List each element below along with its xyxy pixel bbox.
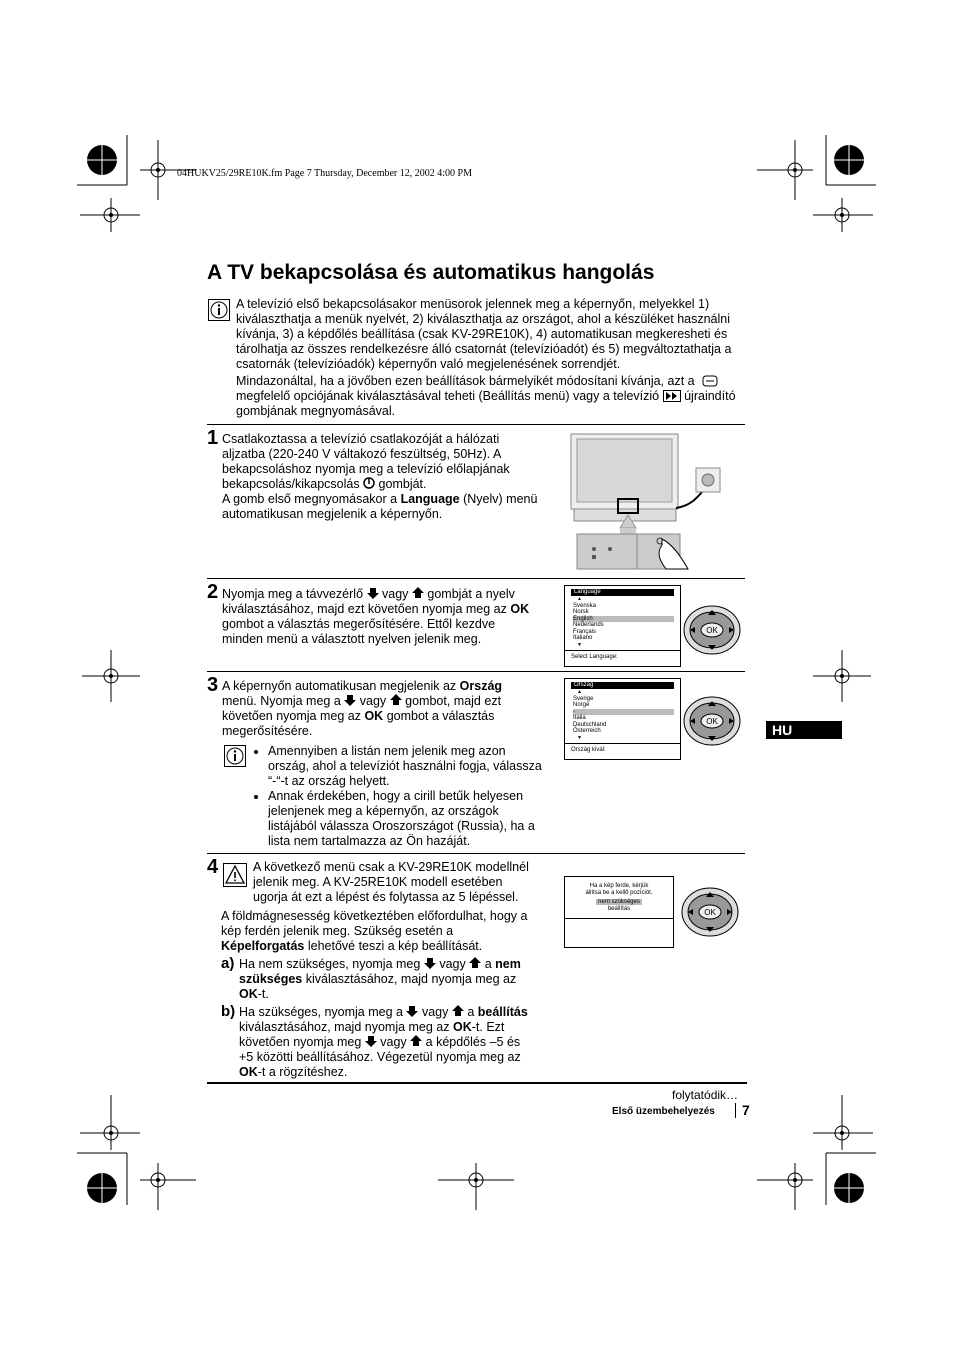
menu-text: állítsa be a kellő pozíciót.: [585, 889, 653, 896]
menu-item-selected[interactable]: -: [573, 709, 674, 716]
ok-label: OK: [706, 626, 718, 635]
tv-illustration: [570, 433, 750, 573]
ok-label: OK: [704, 908, 716, 917]
remote-control-icon: [682, 604, 742, 656]
intro-paragraph-2: Mindazonáltal, ha a jövőben ezen beállítások bármelyikét módosítani kívánja, azt a megfelelő opciójának kiválasztásával teheti (Beállítás menü) vagy a televízió újraindító gombjának megnyomásával.: [236, 374, 736, 418]
menu-footer: Select Language:: [565, 650, 680, 664]
country-menu: Ország ▲ Sverige Norge - Italia Deutschland Österreich ▼ Ország kivál:: [564, 678, 681, 760]
info-icon: [208, 299, 230, 321]
menu-item[interactable]: Österreich: [573, 728, 601, 734]
remote-control-icon: [680, 886, 740, 938]
step4-b-text: Ha szükséges, nyomja meg a vagy a beállítás kiválasztásához, majd nyomja meg az OK-t. Ezt követően nyomja meg vagy a képdőlés –5 és +5 közötti beállításához. Végezetül nyomja meg az OK-t a rögzítéshez.: [239, 1005, 528, 1079]
page-title: A TV bekapcsolása és automatikus hangolás: [207, 261, 655, 284]
footer-separator: [735, 1103, 736, 1118]
divider: [207, 424, 745, 425]
menu-header: Language: [571, 589, 674, 596]
step3-text: A képernyőn automatikusan megjelenik az Ország menü. Nyomja meg a vagy gombot, majd ezt követően nyomja meg az OK gombot a választás megerősítésére.: [222, 679, 503, 738]
arrow-up-icon: [452, 1005, 464, 1017]
divider: [207, 671, 745, 672]
divider: [207, 853, 745, 854]
print-header: 04HUKV25/29RE10K.fm Page 7 Thursday, December 12, 2002 4:00 PM: [177, 168, 472, 179]
note-item: • Amennyiben a listán nem jelenik meg azon ország, ahol a televíziót használni fogja, válassza “-“-t az ország helyett.: [268, 744, 544, 789]
power-icon: [363, 477, 375, 489]
menu-item[interactable]: Italia: [573, 715, 586, 721]
menu-item[interactable]: Français: [573, 628, 597, 635]
arrow-up-icon: [469, 957, 481, 969]
language-menu: Language ▲ Svenska Norsk English Nederlands Français Italiano ▼ Select Language:: [564, 585, 681, 667]
remote-control-icon: [682, 695, 742, 747]
arrow-up-icon: [410, 1035, 422, 1047]
arrow-down-icon: [367, 587, 379, 599]
step-number: 4: [207, 856, 219, 878]
menu-item-selected[interactable]: nem szükséges: [598, 899, 640, 905]
info-icon: [224, 745, 246, 767]
menu-text: Ha a kép ferde, kérjük: [589, 883, 649, 889]
step4-intro: A következő menü csak a KV-29RE10K modellnél jelenik meg. A KV-25RE10K modell esetében ugorja át ezt a lépést és folytassa az 5 lépéssel.: [253, 860, 529, 904]
arrow-up-icon: [390, 694, 402, 706]
menu-item[interactable]: Norsk: [573, 609, 589, 615]
continues-label: folytatódik…: [672, 1088, 739, 1102]
step-number: 1: [207, 427, 219, 449]
step-number: 2: [207, 581, 219, 603]
substep-label: a): [221, 955, 235, 972]
step-number: 3: [207, 674, 219, 696]
divider: [207, 578, 745, 579]
language-tab: HU: [766, 721, 842, 739]
step2-text: Nyomja meg a távvezérlő vagy gombját a nyelv kiválasztásához, majd ezt követően nyomja meg az OK gombot a választás megerősítésére. Ettől kezdve minden menü a választott nyelven jelenik meg.: [222, 587, 530, 646]
menu-item[interactable]: Nederlands: [573, 622, 604, 628]
restart-button-icon: [663, 390, 681, 402]
menu-item[interactable]: Sverige: [573, 695, 594, 702]
substep-label: b): [221, 1003, 236, 1020]
step3-notes: [252, 744, 544, 849]
intro-paragraph: A televízió első bekapcsolásakor menüsorok jelennek meg a képernyőn, melyekkel 1) kiválaszthatja a menük nyelvét, 2) kiválaszthatja az országot, ahol a készüléket használni kívánja, 3) a képdőlés beállítása (csak KV-29RE10K), 4) automatikusan megkeresheti és tárolhatja az összes rendelkezésre álló csatornát (televízióadót) és 5) megváltoztathatja a csatornák (televízióadók) képernyőn való megjelenésének sorrendjét.: [236, 297, 732, 371]
ok-label: OK: [706, 717, 718, 726]
tilt-menu: [564, 876, 674, 948]
menu-item[interactable]: Norge: [573, 702, 590, 708]
menu-button-icon: [702, 375, 718, 387]
menu-item[interactable]: Svenska: [573, 602, 597, 609]
menu-item[interactable]: Italiano: [573, 635, 593, 641]
menu-item[interactable]: Deutschland: [573, 721, 607, 728]
warning-icon: [223, 863, 247, 887]
page-number: 7: [742, 1102, 750, 1118]
step4-text: A földmágnesesség következtében előfordulhat, hogy a kép ferdén jelenik meg. Szükség esetén a Képelforgatás lehetővé teszi a kép beállítását.: [221, 909, 528, 953]
menu-item-selected[interactable]: English: [573, 616, 674, 623]
step4-a-text: Ha nem szükséges, nyomja meg vagy a nem szükséges kiválasztásához, majd nyomja meg az OK-t.: [239, 957, 521, 1001]
note-item: • Annak érdekében, hogy a cirill betűk helyesen jelenjenek meg a képernyőn, az országok listájából válassza Oroszországot (Russia), ha a lista nem tartalmazza az Ön hazáját.: [268, 789, 544, 849]
section-name: Első üzembehelyezés: [612, 1106, 715, 1117]
menu-header: Ország: [571, 682, 674, 689]
arrow-down-icon: [424, 957, 436, 969]
step1-text: Csatlakoztassa a televízió csatlakozóját a hálózati aljzatba (220-240 V váltakozó feszültség, 50Hz). A bekapcsoláshoz nyomja meg a televízió előlapjának bekapcsolás/kikapcsolás gombját. A gomb első megnyomásakor a Language (Nyelv) menü automatikusan megjelenik a képernyőn.: [222, 432, 538, 521]
arrow-down-icon: [406, 1005, 418, 1017]
arrow-down-icon: [344, 694, 356, 706]
menu-footer: Ország kivál:: [565, 743, 680, 757]
menu-item[interactable]: beállítás: [607, 905, 631, 912]
arrow-down-icon: [365, 1035, 377, 1047]
arrow-up-icon: [412, 587, 424, 599]
divider: [207, 1082, 747, 1084]
